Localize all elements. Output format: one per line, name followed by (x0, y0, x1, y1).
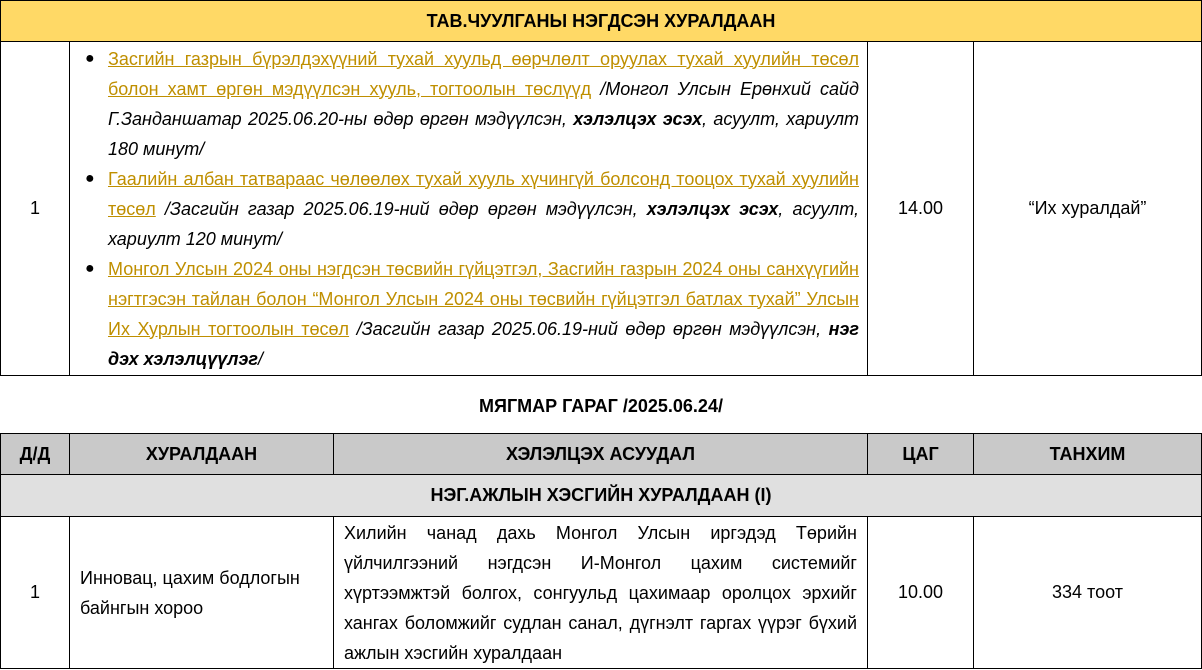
meeting-time: 10.00 (868, 517, 974, 669)
agenda-item (78, 44, 859, 164)
section-subheading: НЭГ.АЖЛЫН ХЭСГИЙН ХУРАЛДААН (I) (1, 475, 1202, 517)
subheading-row (1, 475, 1202, 517)
bill-note-duration: , асуулт, хариулт 180 минут/ (108, 108, 860, 159)
agenda-item (78, 164, 859, 254)
plenary-agenda-row (1, 42, 1202, 376)
meeting-room: 334 тоот (974, 517, 1202, 669)
day-heading: МЯГМАР ГАРАГ /2025.06.24/ (479, 396, 723, 416)
bill-note-stage: нэг дэх хэлэлцүүлэг (108, 318, 860, 369)
bill-link[interactable]: Монгол Улсын 2024 оны нэгдсэн төсвийн гүйцэтгэл, Засгийн газрын 2024 оны санхүүгийн нэгтгэсэн тайлан болон “Монгол Улсын 2024 оны төсвийн гүйцэтгэл батлах тухай” Улсын Их Хурлын тогтоолын төсөл (108, 258, 859, 339)
bill-note-duration: / (258, 348, 264, 369)
session-room: “Их хуралдай” (974, 42, 1202, 376)
row-number: 1 (1, 517, 70, 669)
bill-note-duration: , асуулт, хариулт 120 минут/ (108, 198, 859, 249)
col-header-room: ТАНХИМ (974, 434, 1202, 475)
col-header-time: ЦАГ (868, 434, 974, 475)
plenary-agenda-list (70, 42, 868, 376)
col-header-number: Д/Д (1, 434, 70, 475)
plenary-heading: ТАВ.ЧУУЛГАНЫ НЭГДСЭН ХУРАЛДААН (1, 1, 1202, 42)
agenda-item (78, 254, 859, 374)
bill-note-stage: хэлэлцэх эсэх (646, 198, 779, 219)
bill-note: /Засгийн газар 2025.06.19-ний өдөр өргөн мэдүүлсэн, (155, 198, 647, 219)
bill-link[interactable]: Засгийн газрын бүрэлдэхүүний тухай хуульд өөрчлөлт оруулах тухай хуулийн төсөл болон хамт өргөн мэдүүлсэн хууль, тогтоолын төслүүд (108, 48, 859, 99)
col-header-agenda: ХЭЛЭЛЦЭХ АСУУДАЛ (334, 434, 868, 475)
table-header-row (1, 434, 1202, 475)
meeting-name: Инновац, цахим бодлогын байнгын хороо (70, 517, 334, 669)
bullet-icon: ● (85, 49, 95, 67)
table-row (1, 517, 1202, 669)
bill-note-stage: хэлэлцэх эсэх (573, 108, 702, 129)
row-number: 1 (1, 42, 70, 376)
bill-note: /Монгол Улсын Ерөнхий сайд Г.Занданшатар 2025.06.20-ны өдөр өргөн мэдүүлсэн, (108, 78, 859, 129)
bullet-icon: ● (85, 169, 95, 187)
col-header-meeting: ХУРАЛДААН (70, 434, 334, 475)
session-time: 14.00 (868, 42, 974, 376)
agenda-text: Хилийн чанад дахь Монгол Улсын иргэдэд Төрийн үйлчилгээний нэгдсэн И-Монгол цахим системийг хүртээмжтэй болгох, сонгуульд цахимаар оролцох эрхийг хангах боломжийг судлан санал, дүгнэлт гаргах үүрэг бүхий ажлын хэсгийн хуралдаан (334, 517, 868, 669)
working-group-table (0, 433, 1202, 669)
bill-link[interactable]: Гаалийн албан татвараас чөлөөлөх тухай хууль хүчингүй болсонд тооцох тухай хуулийн төсөл (108, 168, 859, 219)
bullet-icon: ● (85, 259, 95, 277)
plenary-heading-row (1, 1, 1202, 42)
bill-note: /Засгийн газар 2025.06.19-ний өдөр өргөн мэдүүлсэн, (349, 318, 829, 339)
